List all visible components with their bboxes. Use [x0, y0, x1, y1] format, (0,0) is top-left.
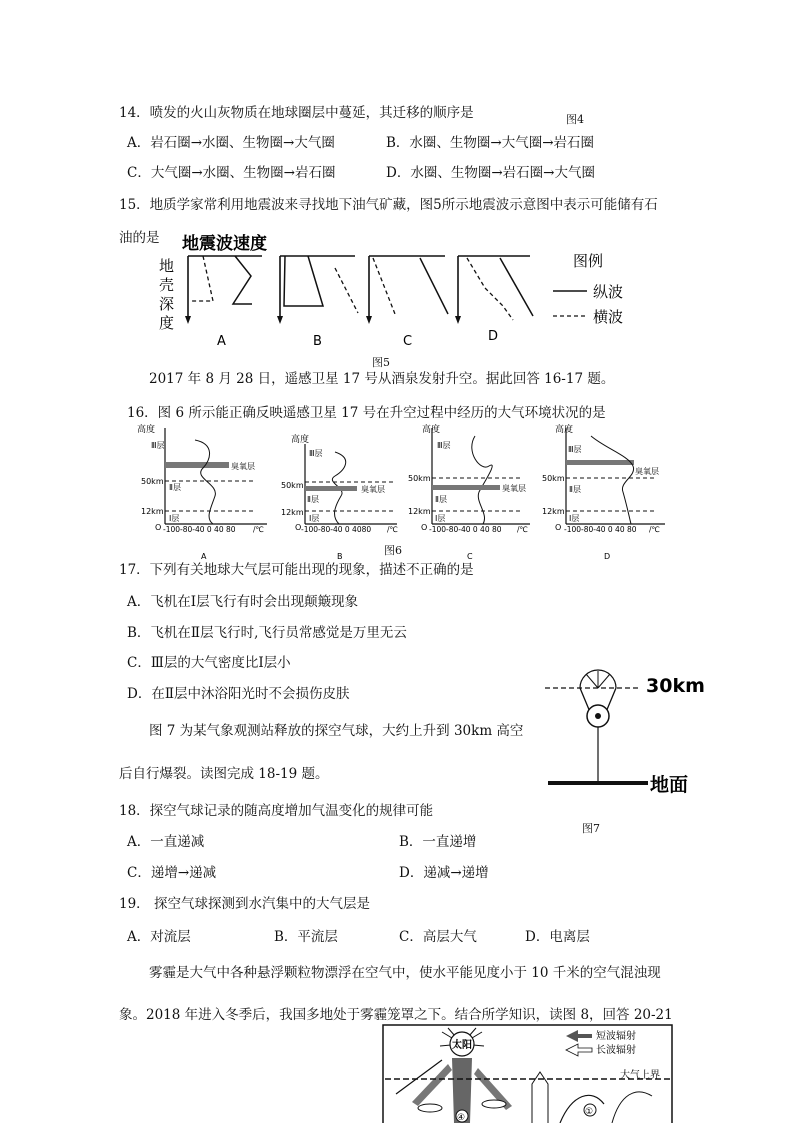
intro-18-19-line2: 后自行爆裂。读图完成 18-19 题。 [119, 766, 329, 782]
fig6-d-height: 高度 [555, 425, 574, 435]
fig5-panel-c-label: C [403, 334, 413, 349]
fig5-ylabel-3: 深 [159, 295, 175, 313]
fig8-sun: 太阳 [452, 1040, 472, 1051]
fig6-panel-a [137, 423, 267, 561]
fig6-b-xticks: -100-80-40 0 4080 [301, 525, 372, 534]
fig7-caption: 图7 [582, 822, 600, 835]
figure-6-atmosphere [135, 422, 675, 568]
q19-option-d[interactable]: D．电离层 [525, 929, 590, 945]
fig6-a-layer3: Ⅲ层 [151, 441, 165, 450]
q17-option-d[interactable]: D．在Ⅱ层中沐浴阳光时不会损伤皮肤 [127, 686, 350, 702]
q17-stem: 17．下列有关地球大气层可能出现的现象，描述不正确的是 [119, 562, 474, 578]
q15-stem-line2: 油的是 [119, 230, 160, 246]
q18-option-d[interactable]: D．递减→递增 [399, 865, 489, 881]
q17-option-c[interactable]: C．Ⅲ层的大气密度比Ⅰ层小 [127, 655, 291, 671]
fig6-b-12km: 12km [281, 508, 304, 517]
fig6-a-label: A [201, 552, 207, 561]
fig6-d-layer3: Ⅲ层 [568, 445, 582, 454]
q19-option-c[interactable]: C．高层大气 [399, 929, 477, 945]
fig4-label: 图4 [566, 113, 584, 126]
figure-5-seismic-waves [155, 228, 655, 373]
fig6-c-xticks: -100-80-40 0 40 80 [429, 525, 502, 534]
q18-option-a[interactable]: A．一直递减 [127, 834, 205, 850]
intro-20-21-line1: 雾霾是大气中各种悬浮颗粒物漂浮在空气中，使水平能见度小于 10 千米的空气混浊现 [149, 965, 661, 981]
fig6-d-ozone: 臭氧层 [635, 467, 659, 476]
fig5-legend-title: 图例 [573, 252, 604, 270]
q17-option-b[interactable]: B．飞机在Ⅱ层飞行时,飞行员常感觉是万里无云 [127, 625, 407, 641]
q18-stem: 18．探空气球记录的随高度增加气温变化的规律可能 [119, 803, 434, 819]
fig6-panel-b [281, 433, 398, 561]
fig6-c-origin: O [421, 523, 428, 532]
fig6-a-origin: O [155, 523, 162, 532]
fig5-panel-b [277, 256, 358, 349]
fig6-a-layer2: Ⅱ层 [169, 483, 181, 492]
intro-20-21-line2: 象。2018 年进入冬季后，我国多地处于雾霾笼罩之下。结合所学知识，读图 8，回答 20-21 [119, 1007, 673, 1023]
fig6-a-unit: /℃ [253, 525, 264, 534]
fig6-d-unit: /℃ [649, 525, 660, 534]
fig6-a-xticks: -100-80-40 0 40 80 [163, 525, 236, 534]
q17-option-a[interactable]: A．飞机在Ⅰ层飞行有时会出现颠簸现象 [127, 594, 359, 610]
fig6-b-height: 高度 [291, 435, 310, 445]
fig6-b-unit: /℃ [387, 525, 398, 534]
fig6-a-layer1: Ⅰ层 [169, 514, 180, 523]
fig6-panel-c [408, 423, 530, 561]
fig5-title: 地震波速度 [182, 234, 267, 254]
fig5-panel-b-label: B [313, 334, 322, 349]
fig6-c-unit: /℃ [517, 525, 528, 534]
fig8-mark1: ① [585, 1107, 594, 1117]
q14-option-c[interactable]: C．大气圈→水圈、生物圈→岩石圈 [127, 165, 336, 181]
figure-7-balloon [540, 662, 720, 807]
fig5-panel-c [366, 256, 448, 349]
fig6-b-layer2: Ⅱ层 [307, 495, 319, 504]
fig6-c-height: 高度 [422, 425, 441, 435]
fig7-ground: 地面 [650, 774, 689, 796]
fig6-caption: 图6 [384, 544, 402, 557]
fig6-a-ozone: 臭氧层 [231, 462, 255, 471]
fig6-panel-d [542, 423, 665, 561]
intro-16-17: 2017 年 8 月 28 日，遥感卫星 17 号从酒泉发射升空。据此回答 16-17 题。 [149, 371, 615, 387]
fig5-ylabel-2: 壳 [159, 276, 175, 294]
fig5-panel-d [455, 256, 533, 344]
fig6-b-ozone: 臭氧层 [361, 485, 385, 494]
fig8-mark4: ④ [457, 1113, 466, 1123]
fig8-boundary: 大气上界 [620, 1070, 660, 1081]
fig6-c-layer2: Ⅱ层 [435, 495, 447, 504]
fig5-panel-a [185, 256, 262, 349]
q14-option-d[interactable]: D．水圈、生物圈→岩石圈→大气圈 [386, 165, 595, 181]
q16-stem: 16．图 6 所示能正确反映遥感卫星 17 号在升空过程中经历的大气环境状况的是 [127, 405, 606, 421]
fig5-legend-s: 横波 [593, 308, 624, 326]
fig6-d-origin: O [555, 523, 562, 532]
fig6-c-layer3: Ⅲ层 [437, 441, 451, 450]
fig8-legend-short: 短波辐射 [596, 1031, 636, 1042]
q14-option-a[interactable]: A．岩石圈→水圈、生物圈→大气圈 [127, 135, 335, 151]
fig7-30km: 30km [646, 675, 705, 697]
q14-stem: 14．喷发的火山灰物质在地球圈层中蔓延，其迁移的顺序是 [119, 105, 474, 121]
q18-option-b[interactable]: B．一直递增 [399, 834, 477, 850]
q19-option-b[interactable]: B．平流层 [274, 929, 338, 945]
fig8-legend-long: 长波辐射 [596, 1045, 636, 1056]
figure-8-radiation [382, 1024, 674, 1123]
fig6-d-layer2: Ⅱ层 [569, 485, 581, 494]
q19-option-a[interactable]: A．对流层 [127, 929, 191, 945]
fig5-legend-p: 纵波 [593, 283, 624, 301]
fig5-ylabel-4: 度 [159, 314, 175, 332]
fig6-c-layer1: Ⅰ层 [435, 514, 446, 523]
fig6-c-50km: 50km [408, 474, 431, 483]
q15-stem-line1: 15．地质学家常利用地震波来寻找地下油气矿藏，图5所示地震波示意图中表示可能储有石 [119, 197, 658, 213]
fig6-d-xticks: -100-80-40 0 40 80 [564, 525, 637, 534]
fig6-a-12km: 12km [141, 507, 164, 516]
intro-18-19-line1: 图 7 为某气象观测站释放的探空气球，大约上升到 30km 高空 [149, 723, 524, 739]
fig5-caption: 图5 [372, 356, 390, 369]
q19-stem: 19． 探空气球探测到水汽集中的大气层是 [119, 896, 370, 912]
fig6-d-50km: 50km [542, 474, 565, 483]
fig6-b-label: B [337, 552, 343, 561]
fig6-b-origin: O [295, 523, 302, 532]
fig6-b-layer1: Ⅰ层 [309, 514, 320, 523]
fig6-c-ozone: 臭氧层 [502, 484, 526, 493]
q18-option-c[interactable]: C．递增→递减 [127, 865, 217, 881]
fig6-d-12km: 12km [542, 507, 565, 516]
fig6-d-label: D [604, 552, 611, 561]
fig6-a-50km: 50km [141, 477, 164, 486]
fig5-panel-a-label: A [217, 334, 226, 349]
fig6-d-layer1: Ⅰ层 [569, 514, 580, 523]
fig6-b-50km: 50km [281, 481, 304, 490]
fig6-a-height: 高度 [137, 425, 156, 435]
fig5-panel-d-label: D [488, 329, 499, 344]
fig6-c-label: C [467, 552, 473, 561]
q14-option-b[interactable]: B．水圈、生物圈→大气圈→岩石圈 [386, 135, 595, 151]
fig6-b-layer3: Ⅲ层 [309, 449, 323, 458]
fig6-c-12km: 12km [408, 507, 431, 516]
fig5-ylabel-1: 地 [159, 257, 175, 275]
